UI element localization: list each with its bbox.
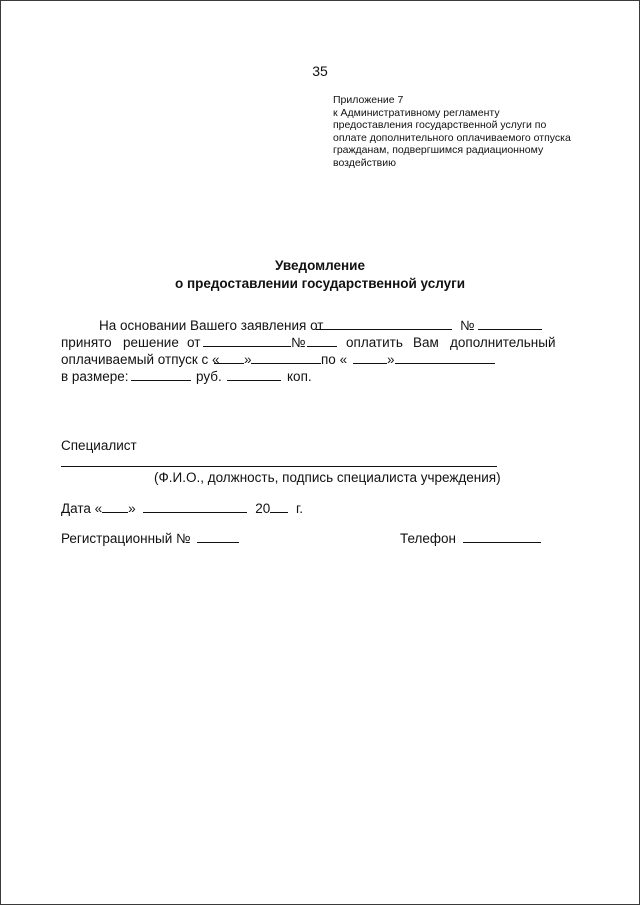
leave-start-day-field[interactable] — [214, 351, 244, 364]
word-you: Вам — [413, 335, 439, 350]
appendix-line: Приложение 7 — [333, 94, 404, 106]
leave-end-day-field[interactable] — [353, 351, 387, 364]
amount-kopecks-field[interactable] — [227, 368, 281, 381]
word-decision: решение — [123, 335, 179, 350]
word-accepted: принято — [61, 335, 112, 350]
phone-row — [400, 530, 541, 546]
quote-close: » — [128, 501, 136, 516]
application-number-label: № — [460, 318, 475, 333]
appendix-line: к Административному регламенту — [333, 106, 500, 119]
date-month-field[interactable] — [143, 500, 247, 513]
amount-label: в размере: — [61, 369, 129, 384]
amount-rubles-field[interactable] — [131, 368, 191, 381]
leave-to-label: по « — [321, 352, 348, 367]
leave-from-label: оплачиваемый отпуск с « — [61, 352, 220, 367]
phone-label: Телефон — [400, 531, 457, 546]
word-from: от — [187, 335, 201, 350]
date-day-field[interactable] — [102, 500, 128, 513]
document-subtitle: о предоставлении государственной услуги — [174, 276, 466, 291]
body-line-3 — [61, 351, 551, 368]
decision-number-field[interactable] — [307, 334, 337, 347]
specialist-label: Специалист — [61, 438, 137, 453]
notice-body — [61, 317, 556, 385]
appendix-line: гражданам, подвергшимся радиационному — [333, 144, 544, 156]
signature-line[interactable] — [61, 466, 497, 467]
date-year-field[interactable] — [270, 500, 288, 513]
quote-close: » — [244, 352, 252, 367]
application-date-label: На основании Вашего заявления от — [99, 318, 324, 333]
leave-start-month-field[interactable] — [251, 351, 321, 364]
registration-row — [61, 530, 239, 546]
appendix-note — [333, 94, 573, 169]
appendix-line: воздействию — [333, 156, 396, 169]
word-pay: оплатить — [346, 335, 403, 350]
application-number-field[interactable] — [478, 317, 542, 330]
date-label: Дата « — [61, 501, 103, 516]
page-number: 35 — [312, 63, 328, 79]
document-title: Уведомление — [274, 258, 365, 273]
quote-close: » — [387, 352, 395, 367]
registration-label: Регистрационный № — [61, 531, 191, 546]
kopecks-label: коп. — [287, 369, 312, 384]
appendix-line: оплате дополнительного оплачиваемого отпуска — [333, 131, 571, 144]
body-line-2 — [61, 334, 556, 351]
rubles-label: руб. — [196, 369, 222, 384]
registration-number-field[interactable] — [197, 530, 239, 543]
body-line-4 — [61, 368, 551, 385]
phone-field[interactable] — [463, 530, 541, 543]
word-additional: дополнительный — [450, 335, 556, 350]
decision-number-label: № — [291, 335, 306, 350]
leave-end-month-field[interactable] — [395, 351, 495, 364]
date-row — [61, 500, 303, 516]
year-prefix: 20 — [255, 501, 271, 516]
decision-date-field[interactable] — [203, 334, 291, 347]
signature-caption: (Ф.И.О., должность, подпись специалиста учреждения) — [154, 470, 501, 485]
application-date-field[interactable] — [316, 317, 452, 330]
body-line-1 — [61, 317, 551, 334]
appendix-line: предоставления государственной услуги по — [333, 119, 547, 131]
year-suffix: г. — [296, 501, 304, 516]
